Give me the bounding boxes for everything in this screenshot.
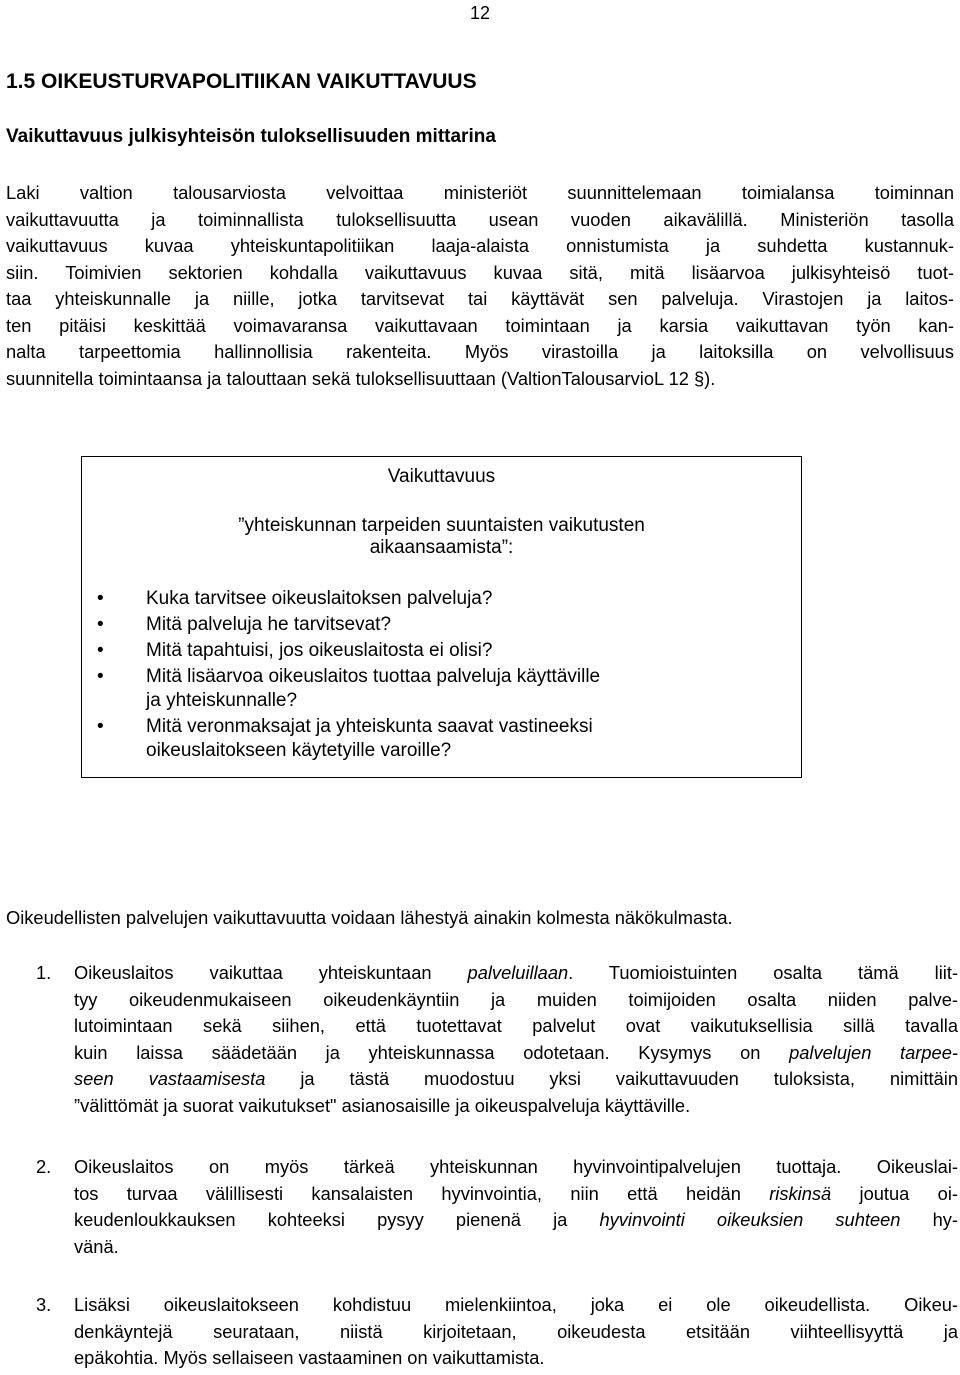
item-number: 2. [36,1156,52,1177]
item-number: 3. [36,1294,52,1315]
box-quote-line: aikaansaamista”: [369,537,514,558]
paragraph-line: siin. Toimivien sektorien kohdalla vaikuttavuus kuvaa sitä, mitä lisäarvoa julkisyhteisö tuot- [6,261,954,283]
question-list [82,587,801,765]
box-quote-line: ”yhteiskunnan tarpeiden suuntaisten vaikutusten [238,515,645,536]
question-item [82,665,801,713]
paragraph-vaikuttavuus [6,180,954,392]
question-item [82,715,801,763]
paragraph-line: suunnitella toimintaansa ja talouttaan sekä tuloksellisuuttaan (ValtionTalousarvioL 12 §). [6,367,716,389]
item-line: lutoimintaan sekä siihen, että tuotettavat palvelut ovat vaikutuksellisia sillä tavalla [74,1015,958,1036]
item-body [74,960,958,1119]
bullet-icon: • [97,666,104,687]
item-line: epäkohtia. Myös sellaiseen vastaaminen on vaikuttamista. [74,1347,545,1368]
bullet-icon: • [97,588,104,609]
item-text: tos turvaa välillisesti kansalaisten hyvinvointia, niin että heidän [74,1182,770,1204]
item-line [74,1040,958,1067]
item-line: denkäyntejä seurataan, niistä kirjoitetaan, oikeudesta etsitään viihteellisyyttä ja [74,1320,958,1342]
item-line [74,960,958,987]
paragraph-line: ten pitäisi keskittää voimavaransa vaikuttavaan toimintaan ja karsia vaikuttavan työn kan- [6,314,954,336]
item-line: tyy oikeudenmukaiseen oikeudenkäyntiin ja muiden toimijoiden osalta niiden palve- [74,988,958,1010]
bullet-icon: • [97,614,104,635]
item-text: kuin laissa säädetään ja yhteiskunnassa odotetaan. Kysymys on [74,1041,790,1063]
paragraph-line: taa yhteiskunnalle ja niille, jotka tarvitsevat tai käyttävät sen palveluja. Virastojen ja laitos- [6,288,954,309]
subtitle: Vaikuttavuus julkisyhteisön tuloksellisuuden mittarina [6,126,496,147]
page-number: 12 [470,3,491,23]
question-text: Mitä lisäarvoa oikeuslaitos tuottaa palveluja käyttäville [146,666,601,687]
paragraph-line: nalta tarpeettomia hallinnollisia rakenteita. Myös virastoilla ja laitoksilla on velvollisuus [6,341,954,362]
item-body [74,1154,958,1260]
item-emphasis: palveluillaan [467,962,569,983]
question-text: Kuka tarvitsee oikeuslaitoksen palveluja? [146,588,493,609]
item-number: 1. [36,962,52,983]
intro-text: Oikeudellisten palvelujen vaikuttavuutta voidaan lähestyä ainakin kolmesta näkökulmasta. [6,907,733,928]
item-text: joutua oi- [831,1182,958,1204]
item-body [74,1292,958,1372]
item-text: Oikeuslaitos vaikuttaa yhteiskuntaan [74,962,468,983]
vaikuttavuus-box [81,456,802,778]
paragraph-line: vaikuttavuus kuvaa yhteiskuntapolitiikan laaja-alaista onnistumista ja suhdetta kustannuk- [6,235,954,256]
item-emphasis: riskinsä [769,1182,832,1204]
question-item [82,587,801,611]
question-item [82,639,801,663]
item-line: ”välittömät ja suorat vaikutukset" asianosaisille ja oikeuspalveluja käyttäville. [74,1094,691,1116]
item-line [74,1066,958,1093]
item-text: keudenloukkauksen kohteeksi pysyy pienenä ja [74,1209,600,1230]
bullet-icon: • [97,716,104,737]
box-title: Vaikuttavuus [387,466,496,487]
question-text: Mitä veronmaksajat ja yhteiskunta saavat vastineeksi [146,716,593,737]
item-line: Lisäksi oikeuslaitokseen kohdistuu mielenkiintoa, joka ei ole oikeudellista. Oikeu- [74,1294,958,1315]
paragraph-line: Laki valtion talousarviosta velvoittaa ministeriöt suunnittelemaan toimialansa toiminnan [6,182,954,203]
question-text: ja yhteiskunnalle? [146,690,298,711]
item-emphasis: hyvinvointi oikeuksien suhteen [599,1209,901,1230]
item-line [74,1207,958,1234]
question-text: Mitä tapahtuisi, jos oikeuslaitosta ei olisi? [146,640,493,661]
box-quote [82,515,801,559]
item-text: ja tästä muodostuu yksi vaikuttavuuden tuloksista, nimittäin [265,1068,958,1089]
paragraph-line: vaikuttavuutta ja toiminnallista tuloksellisuutta usean vuoden aikavälillä. Ministeriön tasolla [6,208,954,230]
question-item [82,613,801,637]
item-line: Oikeuslaitos on myös tärkeä yhteiskunnan hyvinvointipalvelujen tuottaja. Oikeuslai- [74,1156,958,1177]
item-text: hy- [900,1209,958,1230]
item-line: vänä. [74,1235,119,1257]
item-text: . Tuomioistuinten osalta tämä liit- [568,962,959,983]
bullet-icon: • [97,640,104,661]
section-title: 1.5 OIKEUSTURVAPOLITIIKAN VAIKUTTAVUUS [6,70,477,93]
item-emphasis: seen vastaamisesta [74,1068,266,1089]
question-text: Mitä palveluja he tarvitsevat? [146,614,392,635]
item-line [74,1181,958,1208]
question-text: oikeuslaitokseen käytetyille varoille? [146,740,452,761]
item-emphasis: palvelujen tarpee- [789,1041,958,1063]
